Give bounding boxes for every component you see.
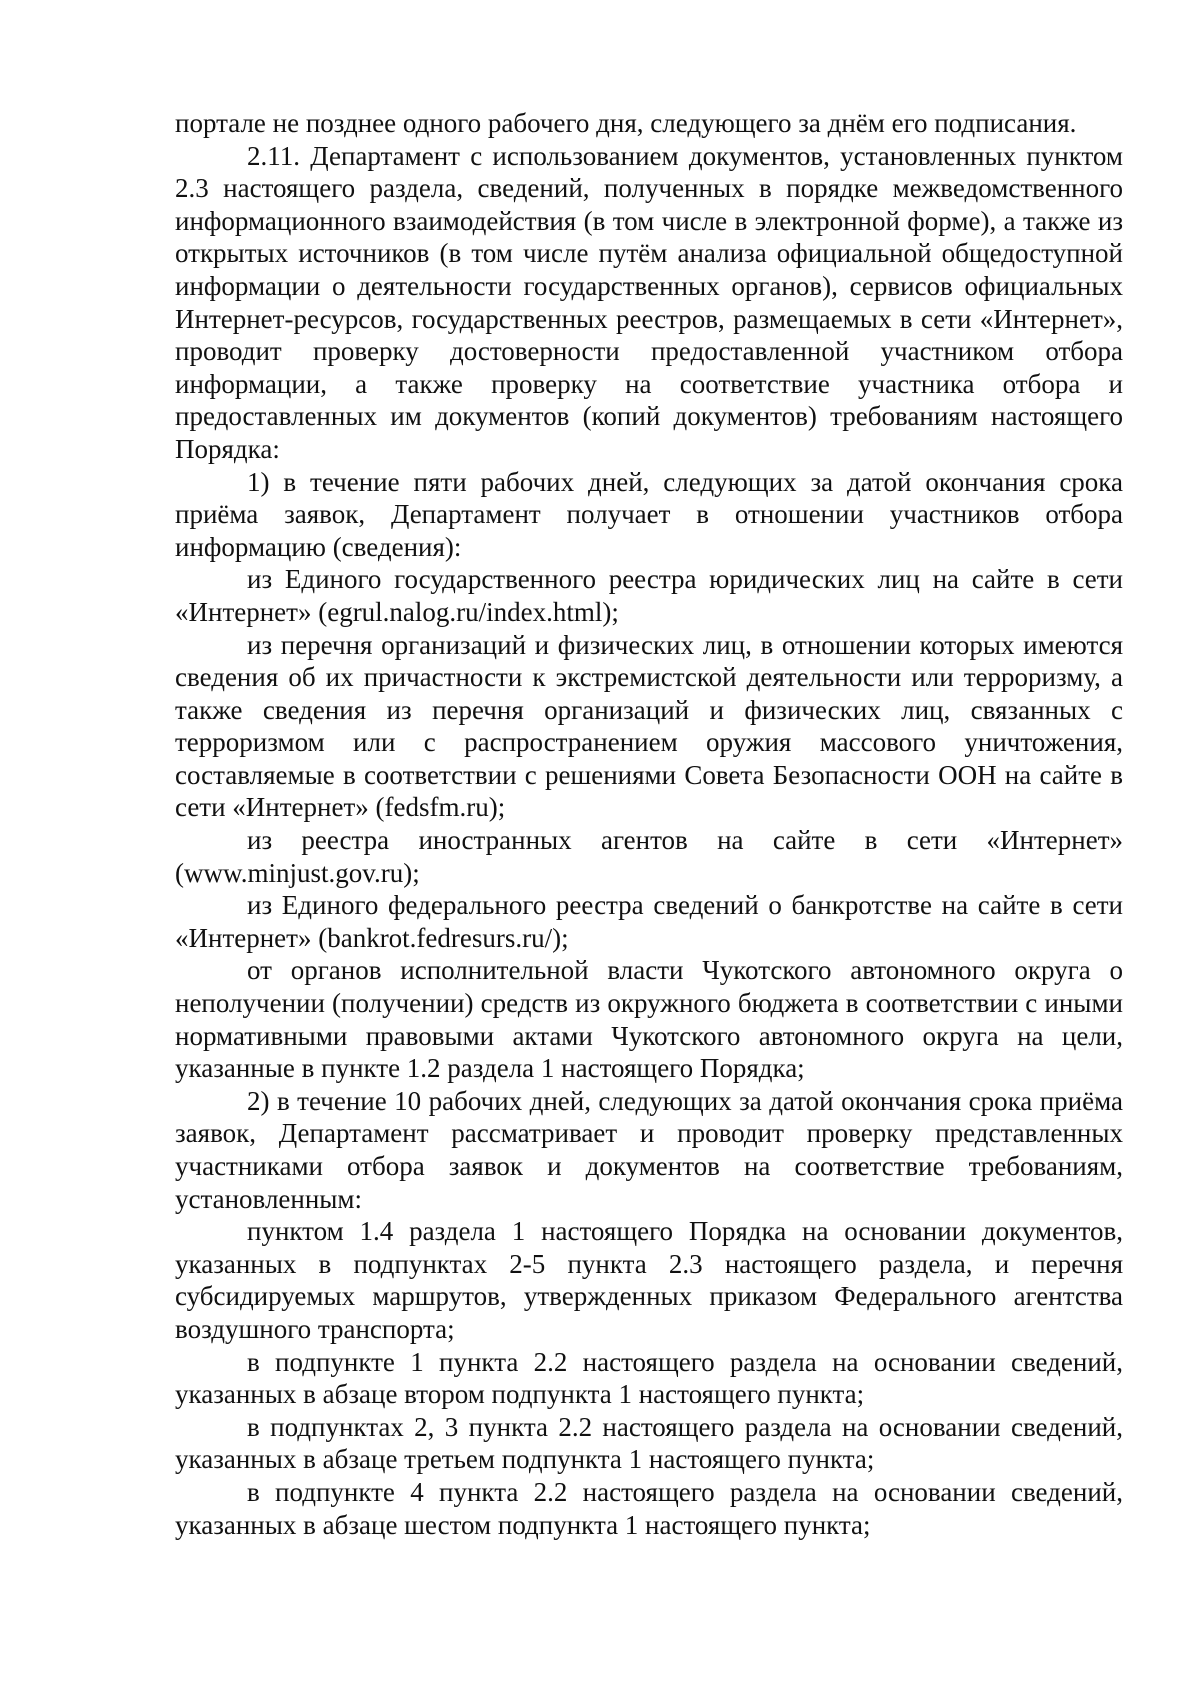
paragraph-requirement-2-2-1: в подпункте 1 пункта 2.2 настоящего раздела на основании сведений, указанных в абзаце втором подпункта 1 настоящего пункта; — [175, 1346, 1123, 1410]
paragraph-subclause-1: 1) в течение пяти рабочих дней, следующих за датой окончания срока приёма заявок, Департамент получает в отношении участников отбора информацию (сведения): — [175, 466, 1123, 562]
paragraph-source-fedresurs: из Единого федерального реестра сведений о банкротстве на сайте в сети «Интернет» (bankrot.fedresurs.ru/); — [175, 890, 1123, 953]
paragraph-source-executive-bodies: от органов исполнительной власти Чукотского автономного округа о неполучении (получении) средств из окружного бюджета в соответствии с иными нормативными правовыми актами Чукотского автономного округа на цели, указанные в пункте 1.2 раздела 1 настоящего Порядка; — [175, 955, 1123, 1084]
paragraph-requirement-1-4: пунктом 1.4 раздела 1 настоящего Порядка на основании документов, указанных в подпунктах 2-5 пункта 2.3 настоящего раздела, и перечня субсидируемых маршрутов, утвержденных приказом Федерального агентства воздушного транспорта; — [175, 1216, 1123, 1344]
paragraph-continuation: порталe не позднее одного рабочего дня, следующего за днём его подписания. — [175, 108, 1077, 138]
paragraph-subclause-2: 2) в течение 10 рабочих дней, следующих за датой окончания срока приёма заявок, Департамент рассматривает и проводит проверку представленных участниками отбора заявок и документов на соответствие требованиям, установленным: — [175, 1085, 1123, 1214]
paragraph-requirement-2-2-4: в подпункте 4 пункта 2.2 настоящего раздела на основании сведений, указанных в абзаце шестом подпункта 1 настоящего пункта; — [175, 1476, 1123, 1540]
paragraph-source-fedsfm: из перечня организаций и физических лиц, в отношении которых имеются сведения об их причастности к экстремистской деятельности или терроризму, а также сведения из перечня организаций и физических лиц, связанных с терроризмом или с распространением оружия массового уничтожения, составляемые в соответствии с решениями Совета Безопасности ООН на сайте в сети «Интернет» (fedsfm.ru); — [175, 629, 1123, 823]
paragraph-clause-2-11: 2.11. Департамент с использованием документов, установленных пунктом 2.3 настоящего раздела, сведений, полученных в порядке межведомственного информационного взаимодействия (в том числе в электронной форме), а также из открытых источников (в том числе путём анализа официальной общедоступной информации о деятельности государственных органов), сервисов официальных Интернет-ресурсов, государственных реестров, размещаемых в сети «Интернет», проводит проверку достоверности предоставленной участником отбора информации, а также проверку на соответствие участника отбора и предоставленных им документов (копий документов) требованиям настоящего Порядка: — [175, 140, 1123, 464]
paragraph-source-minjust: из реестра иностранных агентов на сайте в сети «Интернет» (www.minjust.gov.ru); — [175, 825, 1123, 888]
document-page — [175, 107, 1123, 1541]
paragraph-source-egrul: из Единого государственного реестра юридических лиц на сайте в сети «Интернет» (egrul.nalog.ru/index.html); — [175, 564, 1123, 627]
paragraph-requirement-2-2-2-3: в подпунктах 2, 3 пункта 2.2 настоящего раздела на основании сведений, указанных в абзаце третьем подпункта 1 настоящего пункта; — [175, 1411, 1123, 1475]
